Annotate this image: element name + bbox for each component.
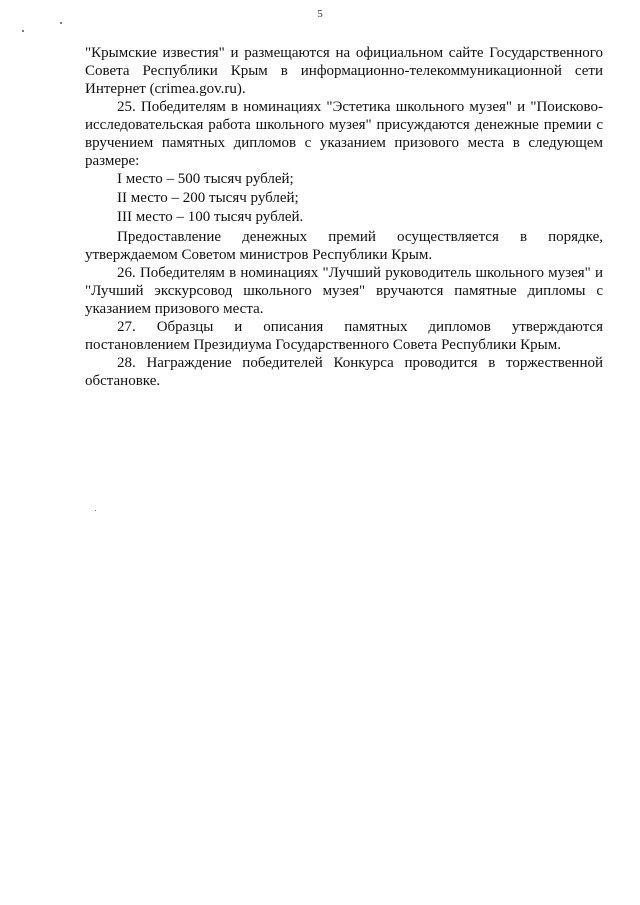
prize-place-3: III место – 100 тысяч рублей. (117, 209, 304, 225)
prize-place-1: I место – 500 тысяч рублей; (117, 171, 294, 187)
prize-places-list (85, 170, 603, 227)
document-body (85, 44, 603, 390)
paragraph-26: 26. Победителям в номинациях "Лучший руководитель школьного музея" и "Лучший экскурсовод школьного музея" вручаются памятные дипломы с указанием призового места. (85, 265, 603, 317)
scan-speck (95, 510, 96, 511)
paragraph-premium-provision: Предоставление денежных премий осуществляется в порядке, утверждаемом Советом министров Республики Крым. (85, 229, 603, 263)
paragraph-27: 27. Образцы и описания памятных дипломов утверждаются постановлением Президиума Государственного Совета Республики Крым. (85, 319, 603, 353)
scan-speck (60, 22, 62, 24)
scan-speck (22, 30, 24, 32)
page-number: 5 (317, 8, 323, 20)
prize-place-2: II место – 200 тысяч рублей; (117, 190, 299, 206)
paragraph-25: 25. Победителям в номинациях "Эстетика школьного музея" и "Поисково-исследовательская работа школьного музея" присуждаются денежные премии с вручением памятных дипломов с указанием призового места в следующем размере: (85, 99, 603, 169)
paragraph-28: 28. Награждение победителей Конкурса проводится в торжественной обстановке. (85, 355, 603, 389)
paragraph-continued: "Крымские известия" и размещаются на официальном сайте Государственного Совета Республики Крым в информационно-телекоммуникационной сети Интернет (crimea.gov.ru). (85, 45, 603, 97)
